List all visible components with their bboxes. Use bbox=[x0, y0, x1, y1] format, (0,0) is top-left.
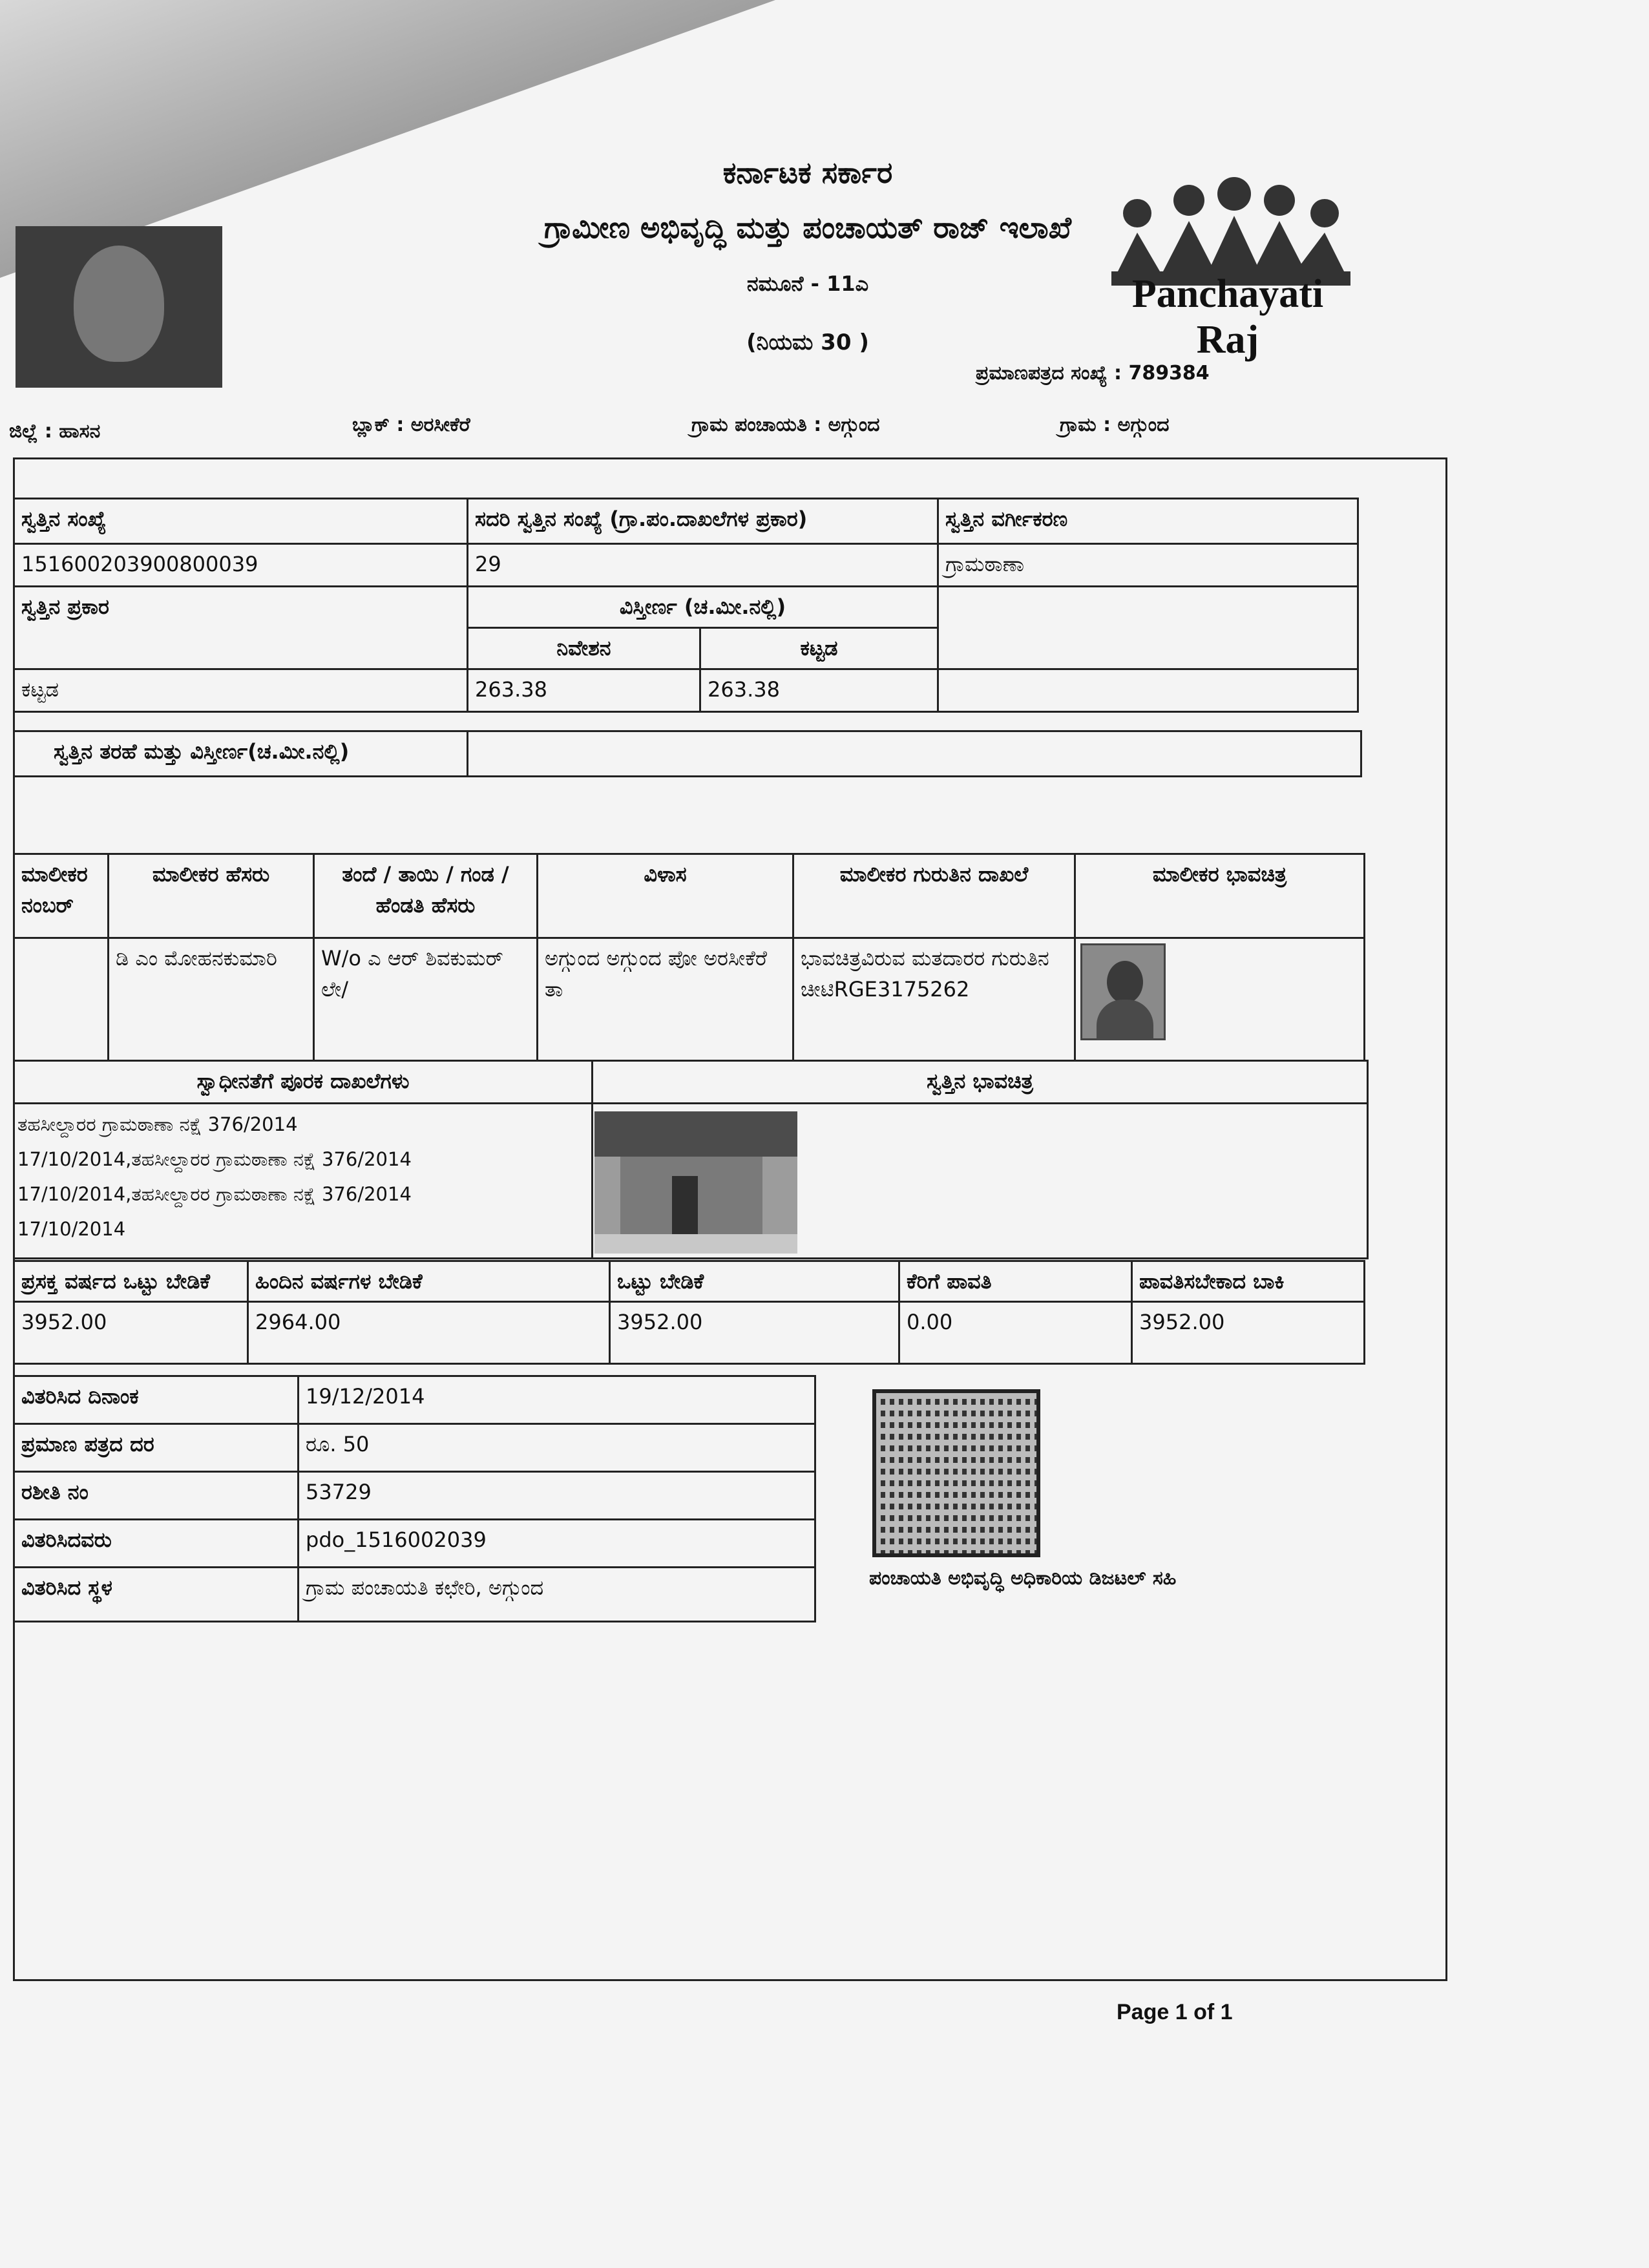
district: ಜಿಲ್ಲೆ : ಹಾಸನ bbox=[9, 420, 101, 443]
village: ಗ್ರಾಮ : ಅಗ್ಗುಂದ bbox=[1060, 414, 1170, 436]
property-no-value: 151600203900800039 bbox=[14, 544, 468, 587]
issued-by-value: pdo_1516002039 bbox=[299, 1520, 815, 1568]
document-line: 17/10/2014,ತಹಸೀಲ್ದಾರರ ಗ್ರಾಮಠಾಣಾ ನಕ್ಷೆ 376/2014 bbox=[17, 1148, 412, 1170]
relation-header: ತಂದೆ / ತಾಯಿ / ಗಂಡ / ಹೆಂಡತಿ ಹೆಸರು bbox=[314, 854, 538, 938]
issue-place-value: ಗ್ರಾಮ ಪಂಚಾಯತಿ ಕಛೇರಿ, ಅಗ್ಗುಂದ bbox=[299, 1568, 815, 1622]
tax-paid-value: 0.00 bbox=[899, 1302, 1132, 1364]
issue-date-value: 19/12/2014 bbox=[299, 1376, 815, 1424]
rule-number: (ನಿಯಮ 30 ) bbox=[746, 330, 869, 355]
department-title: ಗ್ರಾಮೀಣ ಅಭಿವೃದ್ಧಿ ಮತ್ತು ಪಂಚಾಯತ್ ರಾಜ್ ಇಲಾಖೆ bbox=[544, 210, 1071, 245]
id-doc-value: ಭಾವಚಿತ್ರವಿರುವ ಮತದಾರರ ಗುರುತಿನ ಚೀಟಿRGE3175262 bbox=[793, 938, 1075, 1061]
document-line: 17/10/2014 bbox=[17, 1218, 126, 1240]
document-line: ತಹಸೀಲ್ದಾರರ ಗ್ರಾಮಠಾಣಾ ನಕ್ಷೆ 376/2014 bbox=[17, 1113, 298, 1135]
owner-photo bbox=[1080, 943, 1166, 1040]
issued-by-header: ವಿತರಿಸಿದವರು bbox=[14, 1520, 299, 1568]
building-area-value: 263.38 bbox=[700, 669, 938, 712]
property-type-value: ಕಟ್ಟಡ bbox=[14, 669, 468, 712]
previous-demand-header: ಹಿಂದಿನ ವರ್ಷಗಳ ಬೇಡಿಕೆ bbox=[248, 1261, 610, 1302]
current-demand-value: 3952.00 bbox=[14, 1302, 248, 1364]
block: ಬ್ಲಾಕ್ : ಅರಸೀಕೆರೆ bbox=[352, 414, 470, 436]
qr-code-icon bbox=[872, 1389, 1040, 1557]
classification-value: ಗ್ರಾಮಠಾಣಾ bbox=[938, 544, 1358, 587]
total-demand-value: 3952.00 bbox=[610, 1302, 899, 1364]
sadari-no-value: 29 bbox=[468, 544, 938, 587]
empty-cell bbox=[938, 587, 1358, 669]
document-line: 17/10/2014,ತಹಸೀಲ್ದಾರರ ಗ್ರಾಮಠಾಣಾ ನಕ್ಷೆ 376/2014 bbox=[17, 1183, 412, 1205]
site-area-value: 263.38 bbox=[468, 669, 700, 712]
documents-list bbox=[14, 1104, 593, 1259]
receipt-no-header: ರಶೀತಿ ನಂ bbox=[14, 1472, 299, 1520]
building-header: ಕಟ್ಟಡ bbox=[700, 628, 938, 669]
karnataka-emblem-icon bbox=[16, 226, 222, 388]
digital-signature-label: ಪಂಚಾಯತಿ ಅಭಿವೃದ್ಧಿ ಅಧಿಕಾರಿಯ ಡಿಜಟಲ್ ಸಹಿ bbox=[869, 1567, 1177, 1590]
address-header: ವಿಳಾಸ bbox=[538, 854, 793, 938]
address-value: ಅಗ್ಗುಂದ ಅಗ್ಗುಂದ ಪೋ ಅರಸೀಕೆರೆ ತಾ bbox=[538, 938, 793, 1061]
site-header: ನಿವೇಶನ bbox=[468, 628, 700, 669]
balance-header: ಪಾವತಿಸಬೇಕಾದ ಬಾಕಿ bbox=[1132, 1261, 1365, 1302]
tax-table bbox=[13, 1260, 1365, 1365]
owner-no-value bbox=[14, 938, 109, 1061]
certificate-number: ಪ್ರಮಾಣಪತ್ರದ ಸಂಖ್ಯೆ : 789384 bbox=[976, 362, 1210, 384]
tax-paid-header: ಕೆರಿಗೆ ಪಾವತಿ bbox=[899, 1261, 1132, 1302]
owner-name-value: ಡಿ ಎಂ ಮೋಹನಕುಮಾರಿ bbox=[109, 938, 314, 1061]
sadari-no-header: ಸದರಿ ಸ್ವತ್ತಿನ ಸಂಖ್ಯೆ (ಗ್ರಾ.ಪಂ.ದಾಖಲೆಗಳ ಪ್ರಕಾರ) bbox=[468, 499, 938, 544]
page-number: Page 1 of 1 bbox=[1117, 2000, 1233, 2024]
issue-table bbox=[13, 1375, 816, 1622]
owner-photo-header: ಮಾಲೀಕರ ಭಾವಚಿತ್ರ bbox=[1075, 854, 1365, 938]
property-type-header: ಸ್ವತ್ತಿನ ಪ್ರಕಾರ bbox=[14, 587, 468, 669]
classification-header: ಸ್ವತ್ತಿನ ವರ್ಗೀಕರಣ bbox=[938, 499, 1358, 544]
empty-cell bbox=[938, 669, 1358, 712]
form-number: ನಮೂನೆ - 11ಎ bbox=[746, 271, 869, 296]
issue-place-header: ವಿತರಿಸಿದ ಸ್ಥಳ bbox=[14, 1568, 299, 1622]
panchayati-raj-logo-text: Panchayati Raj bbox=[1131, 272, 1324, 362]
property-type-area-header: ಸ್ವತ್ತಿನ ತರಹೆ ಮತ್ತು ವಿಸ್ತೀರ್ಣ(ಚ.ಮೀ.ನಲ್ಲಿ) bbox=[14, 731, 468, 777]
certificate-fee-header: ಪ್ರಮಾಣ ಪತ್ರದ ದರ bbox=[14, 1424, 299, 1472]
property-photo bbox=[594, 1111, 797, 1254]
gram-panchayat: ಗ್ರಾಮ ಪಂಚಾಯತಿ : ಅಗ್ಗುಂದ bbox=[691, 414, 880, 436]
property-table bbox=[13, 498, 1359, 713]
current-demand-header: ಪ್ರಸಕ್ತ ವರ್ಷದ ಒಟ್ಟು ಬೇಡಿಕೆ bbox=[14, 1261, 248, 1302]
total-demand-header: ಒಟ್ಟು ಬೇಡಿಕೆ bbox=[610, 1261, 899, 1302]
id-doc-header: ಮಾಲೀಕರ ಗುರುತಿನ ದಾಖಲೆ bbox=[793, 854, 1075, 938]
issue-date-header: ವಿತರಿಸಿದ ದಿನಾಂಕ bbox=[14, 1376, 299, 1424]
area-header: ವಿಸ್ತೀರ್ಣ (ಚ.ಮೀ.ನಲ್ಲಿ) bbox=[468, 587, 938, 628]
balance-value: 3952.00 bbox=[1132, 1302, 1365, 1364]
property-photo-header: ಸ್ವತ್ತಿನ ಭಾವಚಿತ್ರ bbox=[593, 1061, 1368, 1104]
receipt-no-value: 53729 bbox=[299, 1472, 815, 1520]
property-type-area-table bbox=[13, 730, 1362, 777]
relation-value: W/o ಎ ಆರ್ ಶಿವಕುಮರ್ ಲೇ/ bbox=[314, 938, 538, 1061]
empty-cell bbox=[468, 731, 1361, 777]
government-title: ಕರ್ನಾಟಕ ಸರ್ಕಾರ bbox=[722, 155, 893, 190]
documents-header: ಸ್ವಾಧೀನತೆಗೆ ಪೂರಕ ದಾಖಲೆಗಳು bbox=[14, 1061, 593, 1104]
previous-demand-value: 2964.00 bbox=[248, 1302, 610, 1364]
owner-name-header: ಮಾಲೀಕರ ಹೆಸರು bbox=[109, 854, 314, 938]
property-no-header: ಸ್ವತ್ತಿನ ಸಂಖ್ಯೆ bbox=[14, 499, 468, 544]
certificate-fee-value: ರೂ. 50 bbox=[299, 1424, 815, 1472]
owner-no-header: ಮಾಲೀಕರ ನಂಬರ್ bbox=[14, 854, 109, 938]
